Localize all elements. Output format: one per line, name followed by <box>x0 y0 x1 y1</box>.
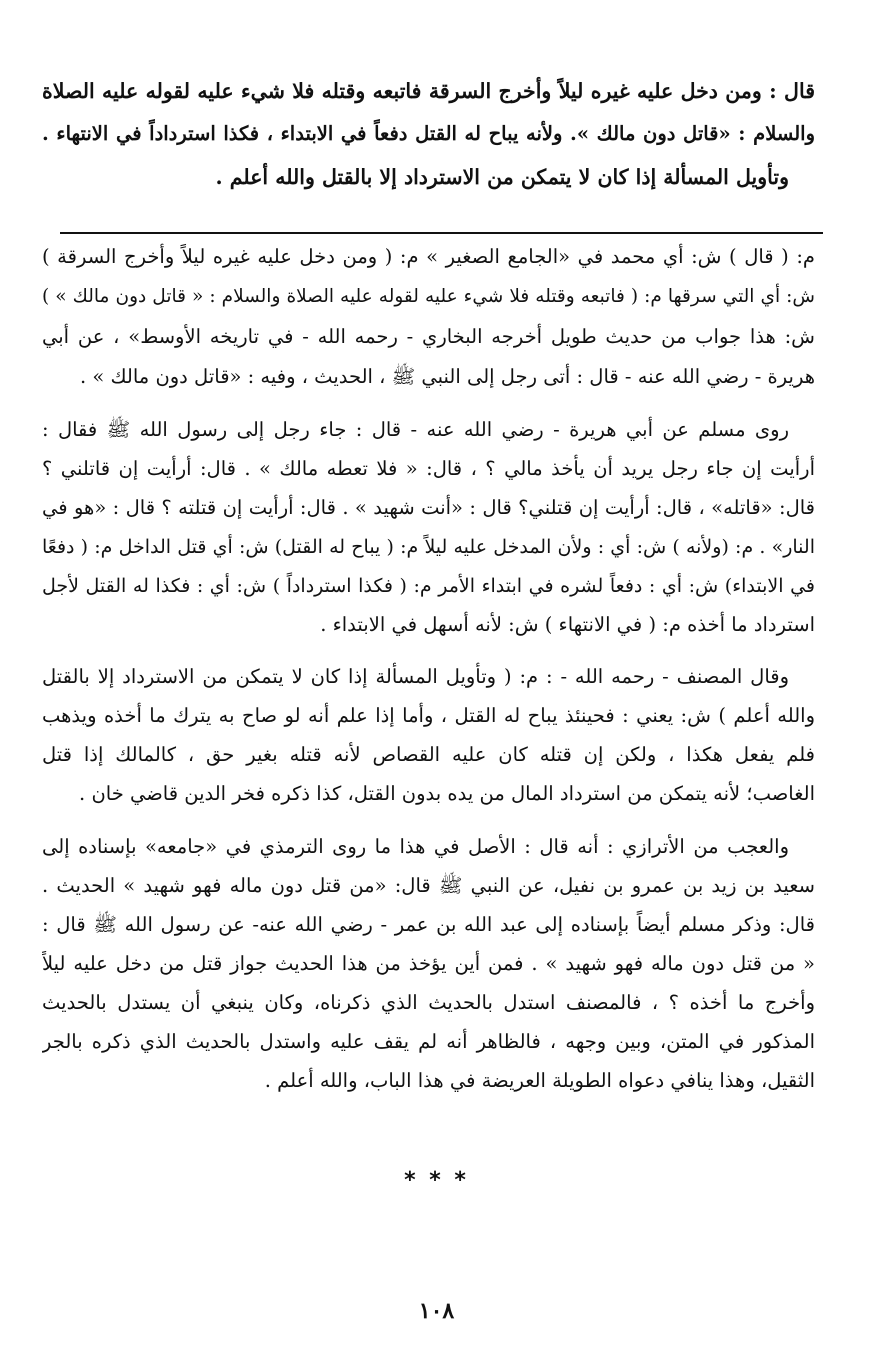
commentary-line: ش: أي التي سرقها م: ( فاتبعه وقتله فلا شيء عليه لقوله عليه الصلاة والسلام : « قاتل دون مالك » ) <box>42 286 815 307</box>
commentary-line: فلم يفعل هكذا ، ولكن إن قتله كان عليه القصاص لأنه قتله بغير حق ، كالمالك إذا قتل <box>42 743 815 766</box>
commentary-line: هريرة - رضي الله عنه - قال : أتى رجل إلى النبي ﷺ ، الحديث ، وفيه : «قاتل دون مالك » . <box>79 365 815 388</box>
commentary-line: م: ( قال ) ش: أي محمد في «الجامع الصغير » م: ( ومن دخل عليه غيره ليلاً وأخرج السرقة ) <box>42 245 815 268</box>
section-separator-stars: * * * <box>404 1168 469 1193</box>
commentary-line: والعجب من الأترازي : أنه قال : الأصل في هذا ما روى الترمذي في «جامعه» بإسناده إلى <box>42 835 789 858</box>
main-text-line: وتأويل المسألة إذا كان لا يتمكن من الاسترداد إلا بالقتل والله أعلم . <box>215 165 789 189</box>
commentary-line: روى مسلم عن أبي هريرة - رضي الله عنه - قال : جاء رجل إلى رسول الله ﷺ فقال : <box>42 418 789 441</box>
main-text-line: والسلام : «قاتل دون مالك ». ولأنه يباح له القتل دفعاً في الابتداء ، فكذا استرداداً في الانتهاء . <box>42 122 815 145</box>
main-text-line: قال : ومن دخل عليه غيره ليلاً وأخرج السرقة فاتبعه وقتله فلا شيء عليه لقوله عليه الصلاة <box>42 79 815 103</box>
commentary-line: « من قتل دون ماله فهو شهيد » . فمن أين يؤخذ من هذا الحديث جواز قتل من دخل عليه ليلاً <box>42 952 815 975</box>
commentary-line: والله أعلم ) ش: يعني : فحينئذ يباح له القتل ، وأما إذا علم أنه لو صاح به يترك ما أخذه ويذهب <box>42 704 815 727</box>
commentary-line: قال: «قاتله» ، قال: أرأيت إن قتلني؟ قال : «أنت شهيد » . قال: أرأيت إن قتلته ؟ قال : «هو في <box>42 496 815 519</box>
commentary-line: استرداد ما أخذه م: ( في الانتهاء ) ش: لأنه أسهل في الابتداء . <box>320 613 815 636</box>
commentary-line: سعيد بن زيد بن عمرو بن نفيل، عن النبي ﷺ قال: «من قتل دون ماله فهو شهيد » الحديث . <box>42 874 815 897</box>
commentary-line: المذكور في المتن، وبين وجهه ، فالظاهر أنه لم يقف عليه واستدل بالحديث الذي ذكره بالجر <box>42 1030 815 1053</box>
commentary-line: ش: هذا جواب من حديث طويل أخرجه البخاري - رحمه الله - في تاريخه الأوسط» ، عن أبي <box>42 325 815 348</box>
commentary-line: في الابتداء) ش: أي : دفعاً لشره في ابتداء الأمر م: ( فكذا استرداداً ) ش: أي : فكذا له القتل لأجل <box>42 575 815 597</box>
commentary-line: وأخرج ما أخذه ؟ ، فالمصنف استدل بالحديث الذي ذكرناه، وكان ينبغي أن يستدل بالحديث <box>42 991 815 1014</box>
commentary-line: الثقيل، وهذا ينافي دعواه الطويلة العريضة في هذا الباب، والله أعلم . <box>264 1069 815 1092</box>
commentary-line: قال: وذكر مسلم أيضاً بإسناده إلى عبد الله بن عمر - رضي الله عنه- عن رسول الله ﷺ قال : <box>42 913 815 936</box>
commentary-line: أرأيت إن جاء رجل يريد أن يأخذ مالي ؟ ، قال: « فلا تعطه مالك » . قال: أرأيت إن قاتلني ؟ <box>42 457 815 480</box>
commentary-line: النار» . م: (ولأنه ) ش: أي : ولأن المدخل عليه ليلاً م: ( يباح له القتل) ش: أي قتل الداخل م: ( دفعًا <box>42 536 815 558</box>
separator-rule <box>60 232 823 234</box>
page-number: ١٠٨ <box>418 1298 455 1324</box>
commentary-line: وقال المصنف - رحمه الله - : م: ( وتأويل المسألة إذا كان لا يتمكن من الاسترداد إلا بالقتل <box>42 665 789 688</box>
commentary-line: الغاصب؛ لأنه يتمكن من استرداد المال من يده بدون القتل، كذا ذكره فخر الدين قاضي خان . <box>79 782 815 805</box>
